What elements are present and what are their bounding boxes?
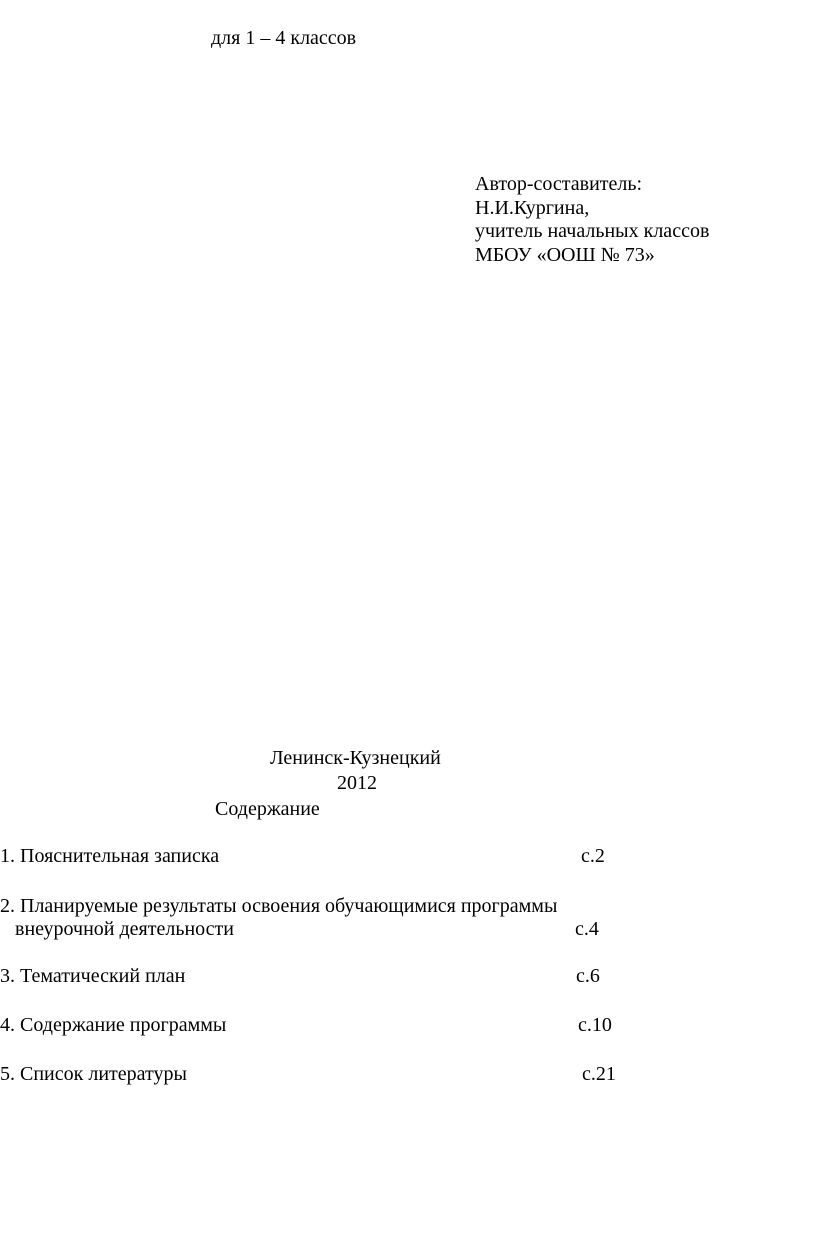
author-role: Автор-составитель: — [475, 173, 643, 195]
contents-item-page: с.4 — [575, 918, 599, 940]
contents-item-page: с.10 — [578, 1014, 612, 1036]
author-position: учитель начальных классов — [475, 220, 710, 242]
author-name: Н.И.Кургина, — [475, 197, 590, 219]
grades-subtitle: для 1 – 4 классов — [211, 27, 357, 49]
contents-item-title: 1. Пояснительная записка — [0, 845, 220, 867]
contents-item-page: с.2 — [581, 845, 605, 867]
contents-item-title: 5. Список литературы — [0, 1063, 187, 1085]
author-school: МБОУ «ООШ № 73» — [475, 244, 655, 266]
contents-item-title: 3. Тематический план — [0, 965, 186, 987]
contents-item-title: 4. Содержание программы — [0, 1014, 227, 1036]
contents-item-page: с.21 — [582, 1063, 616, 1085]
city: Ленинск-Кузнецкий — [270, 747, 441, 769]
contents-title: Содержание — [215, 798, 320, 820]
contents-item-page: с.6 — [576, 965, 600, 987]
contents-item-title-continuation: внеурочной деятельности — [15, 918, 234, 940]
contents-item-title: 2. Планируемые результаты освоения обучающимися программы — [0, 895, 558, 917]
year: 2012 — [337, 772, 377, 794]
